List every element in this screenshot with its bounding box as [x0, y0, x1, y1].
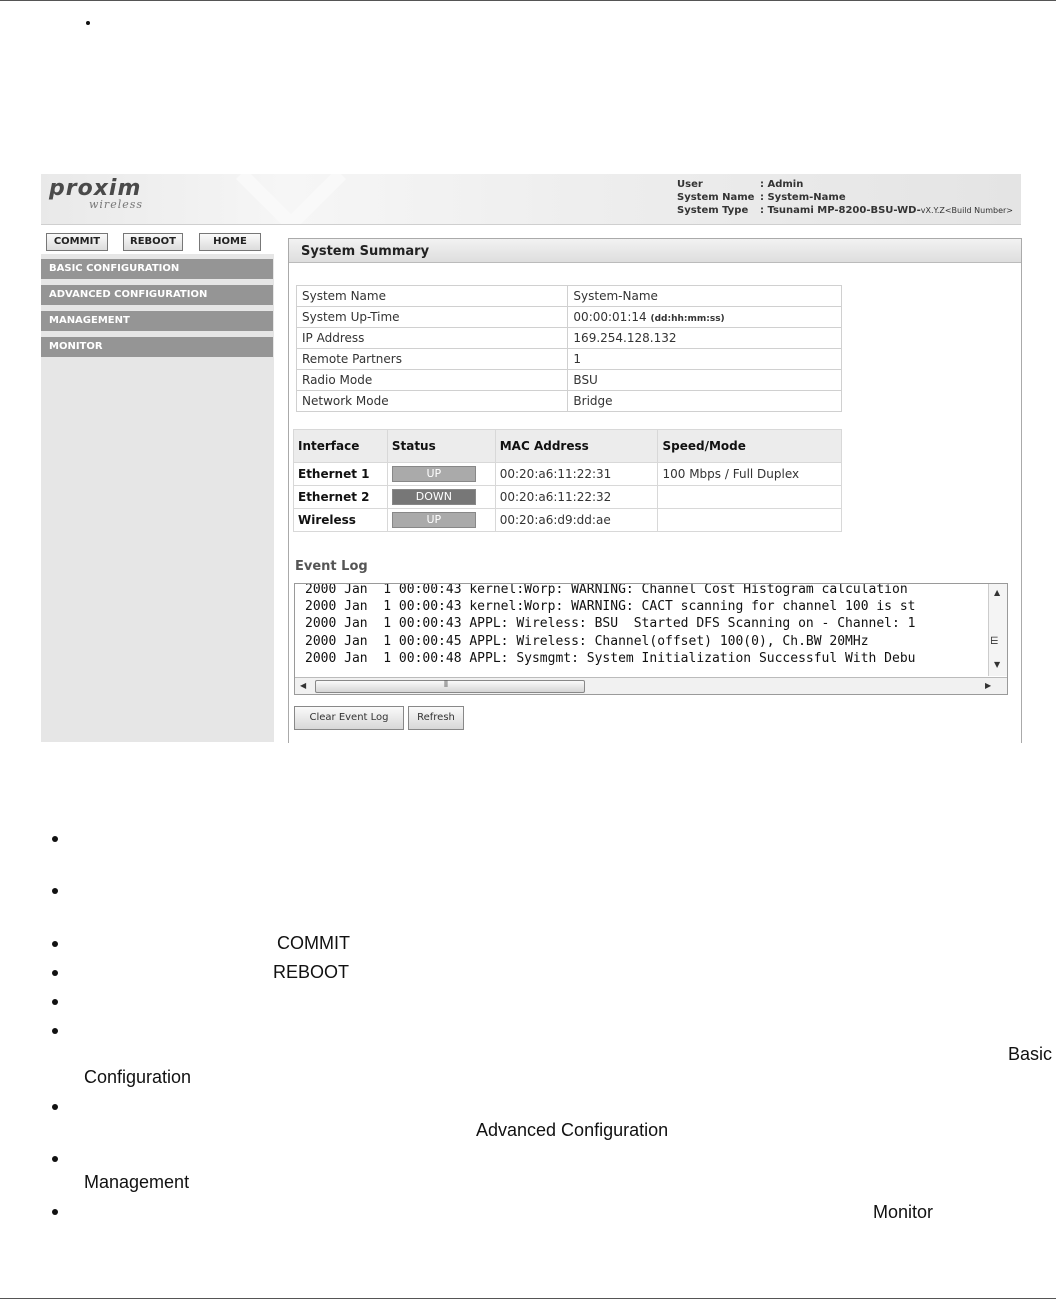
sidebar-item-management[interactable]: MANAGEMENT	[41, 311, 273, 331]
log-line: 2000 Jan 1 00:00:43 kernel:Worp: WARNING: Channel Cost Histogram calculation	[305, 583, 908, 597]
doc-bullet	[52, 836, 58, 842]
summary-value: 00:00:01:14 (dd:hh:mm:ss)	[568, 307, 842, 328]
vertical-scrollbar[interactable]	[988, 584, 1007, 676]
table-row	[297, 286, 842, 307]
sidebar-item-basic-configuration[interactable]: BASIC CONFIGURATION	[41, 259, 273, 279]
table-row	[297, 349, 842, 370]
doc-management-term: Management	[84, 1172, 190, 1192]
doc-bullet	[52, 970, 58, 976]
table-row	[294, 486, 842, 509]
system-name-label: System Name	[677, 192, 755, 203]
interface-name: Ethernet 2	[294, 486, 388, 509]
speed-mode	[658, 509, 842, 532]
doc-reboot-term: REBOOT	[273, 962, 350, 982]
doc-bullet	[52, 1209, 58, 1215]
event-log-title: Event Log	[295, 559, 368, 574]
doc-basic-term: Basic	[1008, 1044, 1053, 1064]
refresh-button[interactable]: Refresh	[408, 706, 464, 730]
web-ui-screenshot	[41, 174, 1021, 742]
horizontal-scrollbar[interactable]	[295, 677, 1007, 694]
summary-label: Network Mode	[297, 391, 568, 412]
summary-label: Radio Mode	[297, 370, 568, 391]
speed-mode: 100 Mbps / Full Duplex	[658, 463, 842, 486]
doc-commit-term: COMMIT	[277, 933, 350, 953]
proxim-logo: proxim	[49, 176, 142, 201]
table-row	[294, 463, 842, 486]
doc-bullet	[52, 1028, 58, 1034]
summary-value: Bridge	[568, 391, 842, 412]
sidebar-item-advanced-configuration[interactable]: ADVANCED CONFIGURATION	[41, 285, 273, 305]
doc-bullet	[52, 1156, 58, 1162]
reboot-button[interactable]: REBOOT	[123, 233, 183, 251]
table-row	[297, 370, 842, 391]
user-value: : Admin	[760, 179, 804, 190]
summary-table	[296, 285, 842, 412]
col-status: Status	[387, 430, 495, 463]
summary-label: IP Address	[297, 328, 568, 349]
col-mac-address: MAC Address	[495, 430, 658, 463]
summary-value: System-Name	[568, 286, 842, 307]
scroll-down-icon[interactable]: ▼	[994, 660, 1001, 669]
proxim-logo-sub: wireless	[89, 198, 144, 211]
doc-configuration-term: Configuration	[84, 1067, 192, 1087]
summary-value: BSU	[568, 370, 842, 391]
mac-address: 00:20:a6:d9:dd:ae	[495, 509, 658, 532]
header-decoration-icon	[231, 174, 351, 224]
doc-monitor-term: Monitor	[873, 1202, 934, 1222]
scroll-up-icon[interactable]: ▲	[994, 588, 1001, 597]
app-header	[41, 174, 1021, 225]
speed-mode	[658, 486, 842, 509]
home-button[interactable]: HOME	[199, 233, 261, 251]
interface-table	[293, 429, 842, 532]
doc-bullet	[52, 941, 58, 947]
clear-event-log-button[interactable]: Clear Event Log	[294, 706, 404, 730]
mac-address: 00:20:a6:11:22:32	[495, 486, 658, 509]
system-type-value: : Tsunami MP-8200-BSU-WD-vX.Y.Z<Build Number>	[760, 205, 1014, 216]
table-header-row	[294, 430, 842, 463]
table-row	[297, 391, 842, 412]
table-row	[297, 328, 842, 349]
scroll-grip-icon: ⋿	[990, 636, 999, 647]
system-type-label: System Type	[677, 205, 749, 216]
scroll-left-icon[interactable]: ◀	[300, 681, 307, 690]
build-number: vX.Y.Z<Build Number>	[920, 206, 1014, 215]
status-badge: UP	[392, 466, 476, 482]
mac-address: 00:20:a6:11:22:31	[495, 463, 658, 486]
col-interface: Interface	[294, 430, 388, 463]
commit-button[interactable]: COMMIT	[46, 233, 108, 251]
doc-advanced-configuration-term: Advanced Configuration	[476, 1120, 669, 1140]
summary-value: 1	[568, 349, 842, 370]
log-line: 2000 Jan 1 00:00:43 APPL: Wireless: BSU Started DFS Scanning on - Channel: 1	[305, 616, 916, 631]
page-bottom-rule	[0, 1298, 1056, 1299]
status-cell	[387, 463, 495, 486]
status-cell	[387, 509, 495, 532]
scroll-right-icon[interactable]: ▶	[985, 681, 992, 690]
scroll-thumb[interactable]: ⦀	[315, 680, 585, 693]
event-log-textarea[interactable]	[294, 583, 1008, 695]
system-summary-panel	[288, 238, 1022, 743]
summary-label: System Name	[297, 286, 568, 307]
page-top-rule	[0, 0, 1056, 1]
summary-value: 169.254.128.132	[568, 328, 842, 349]
status-badge: DOWN	[392, 489, 476, 505]
summary-label: System Up-Time	[297, 307, 568, 328]
doc-bullet	[86, 21, 90, 25]
system-name-value: : System-Name	[760, 192, 846, 203]
log-line: 2000 Jan 1 00:00:48 APPL: Sysmgmt: System Initialization Successful With Debu	[305, 651, 916, 666]
doc-bullet	[52, 1104, 58, 1110]
col-speed-mode: Speed/Mode	[658, 430, 842, 463]
interface-name: Ethernet 1	[294, 463, 388, 486]
table-row	[297, 307, 842, 328]
sidebar	[41, 254, 274, 742]
log-line: 2000 Jan 1 00:00:45 APPL: Wireless: Channel(offset) 100(0), Ch.BW 20MHz	[305, 634, 869, 649]
doc-bullet	[52, 888, 58, 894]
interface-name: Wireless	[294, 509, 388, 532]
log-line: 2000 Jan 1 00:00:43 kernel:Worp: WARNING: CACT scanning for channel 100 is st	[305, 599, 916, 614]
status-cell	[387, 486, 495, 509]
panel-title: System Summary	[289, 239, 1021, 263]
status-badge: UP	[392, 512, 476, 528]
doc-bullet	[52, 999, 58, 1005]
user-label: User	[677, 179, 703, 190]
table-row	[294, 509, 842, 532]
sidebar-item-monitor[interactable]: MONITOR	[41, 337, 273, 357]
summary-label: Remote Partners	[297, 349, 568, 370]
